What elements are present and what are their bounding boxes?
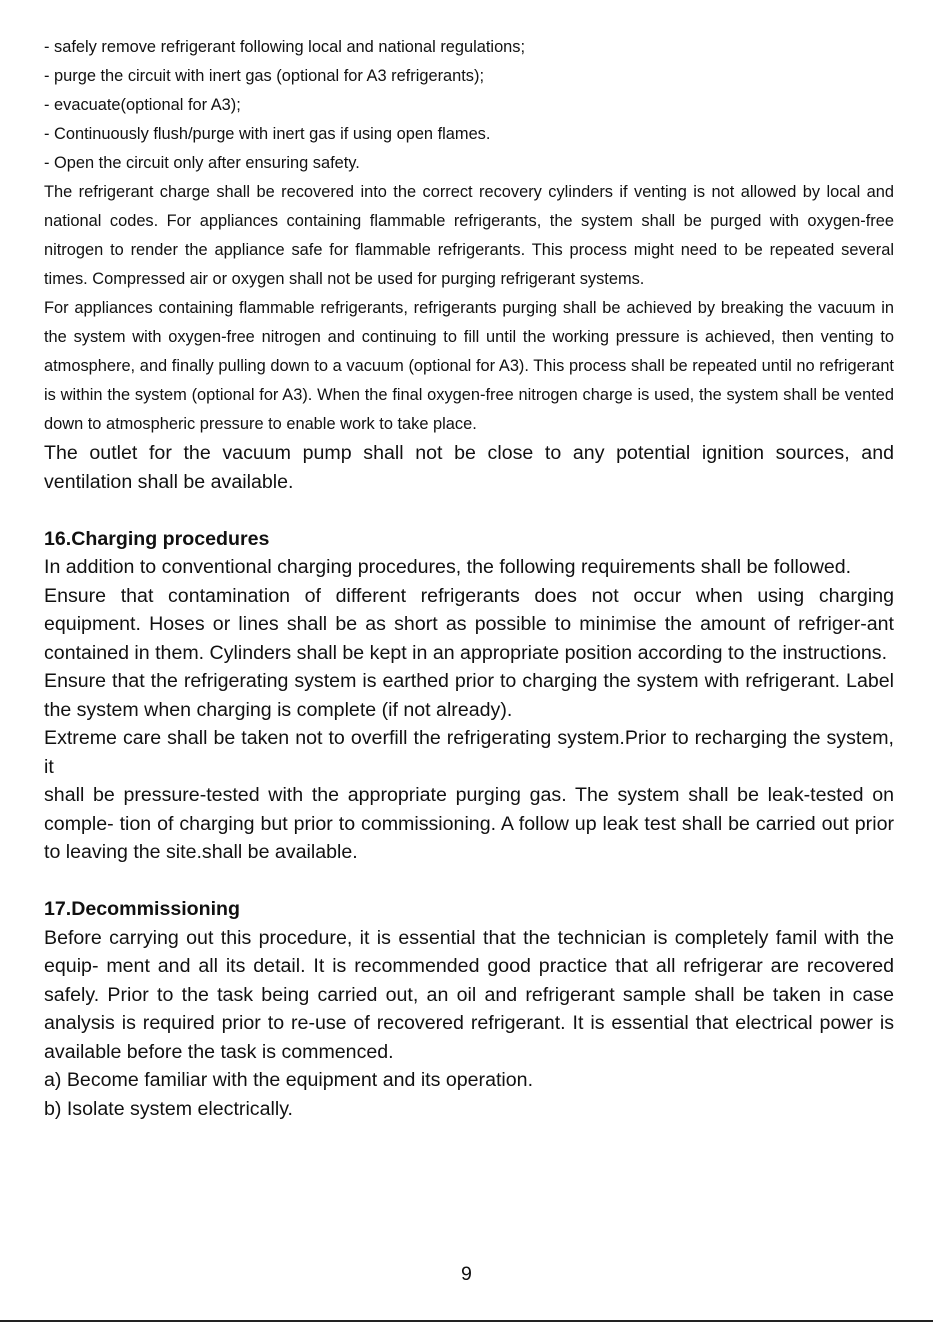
bullet-item: - safely remove refrigerant following local and national regulations; — [44, 38, 526, 56]
bullet-item: - Continuously flush/purge with inert gas if using open flames. — [44, 125, 491, 143]
charging-paragraph: In addition to conventional charging procedures, the following requirements shall be followed. — [44, 556, 852, 578]
manual-page-content — [44, 33, 894, 1123]
recovery-paragraph: The refrigerant charge shall be recovered into the correct recovery cylinders if venting is not allowed by local and national codes. For appliances containing flammable refrigerants, the system shall be purged with oxygen-free nitrogen to render the appliance safe for flammable refrigerants. This process might need to be repeated several times. Compressed air or oxygen shall not be used for purging refrigerant systems. — [44, 183, 894, 288]
page-number: 9 — [461, 1263, 472, 1285]
vacuum-pump-outlet-paragraph: The outlet for the vacuum pump shall not be close to any potential ignition sources, and ventilation shall be available. — [44, 442, 894, 493]
section-gap — [44, 496, 894, 525]
bullet-item: - Open the circuit only after ensuring safety. — [44, 154, 360, 172]
section-16-heading: 16.Charging procedures — [44, 527, 270, 550]
section-17-heading: 17.Decommissioning — [44, 898, 240, 920]
purging-paragraph: For appliances containing flammable refrigerants, refrigerants purging shall be achieved by breaking the vacuum in the system with oxygen-free nitrogen and continuing to fill until the working pressure is achieved, then venting to atmosphere, and finally pulling down to a vacuum (optional for A3). This process shall be repeated until no refrigerant is within the system (optional for A3). When the final oxygen-free nitrogen charge is used, the system shall be vented down to atmospheric pressure to enable work to take place. — [44, 299, 894, 433]
charging-paragraph: shall be pressure-tested with the appropriate purging gas. The system shall be leak-tested on comple- tion of charging but prior to commissioning. A follow up leak test shall be carried out prior to leaving the site.shall be available. — [44, 784, 894, 863]
charging-paragraph: Extreme care shall be taken not to overfill the refrigerating system.Prior to recharging the system, it — [44, 727, 894, 778]
charging-paragraph: Ensure that the refrigerating system is earthed prior to charging the system with refrigerant. Label the system when charging is complete (if not already). — [44, 670, 894, 721]
decommissioning-step: b) Isolate system electrically. — [44, 1097, 293, 1120]
decommissioning-paragraph: Before carrying out this procedure, it is essential that the technician is completely famil with the equip- ment and all its detail. It is recommended good practice that all refrigerar are recovered safely. Prior to the task being carried out, an oil and refrigerant sample shall be taken in case analysis is required prior to re-use of recovered refrigerant. It is essential that electrical power is available before the task is commenced. — [44, 926, 894, 1063]
bullet-item: - purge the circuit with inert gas (optional for A3 refrigerants); — [44, 67, 485, 85]
decommissioning-step: a) Become familiar with the equipment and its operation. — [44, 1069, 534, 1091]
procedure-bullet-list — [44, 33, 894, 178]
bullet-item: - evacuate(optional for A3); — [44, 96, 241, 114]
section-gap — [44, 867, 894, 896]
charging-paragraph: Ensure that contamination of different refrigerants does not occur when using charging equipment. Hoses or lines shall be as short as possible to minimise the amount of refriger-ant contained in them. Cylinders shall be kept in an appropriate position according to the instructions. — [44, 584, 894, 664]
page-bottom-rule — [0, 1320, 933, 1322]
